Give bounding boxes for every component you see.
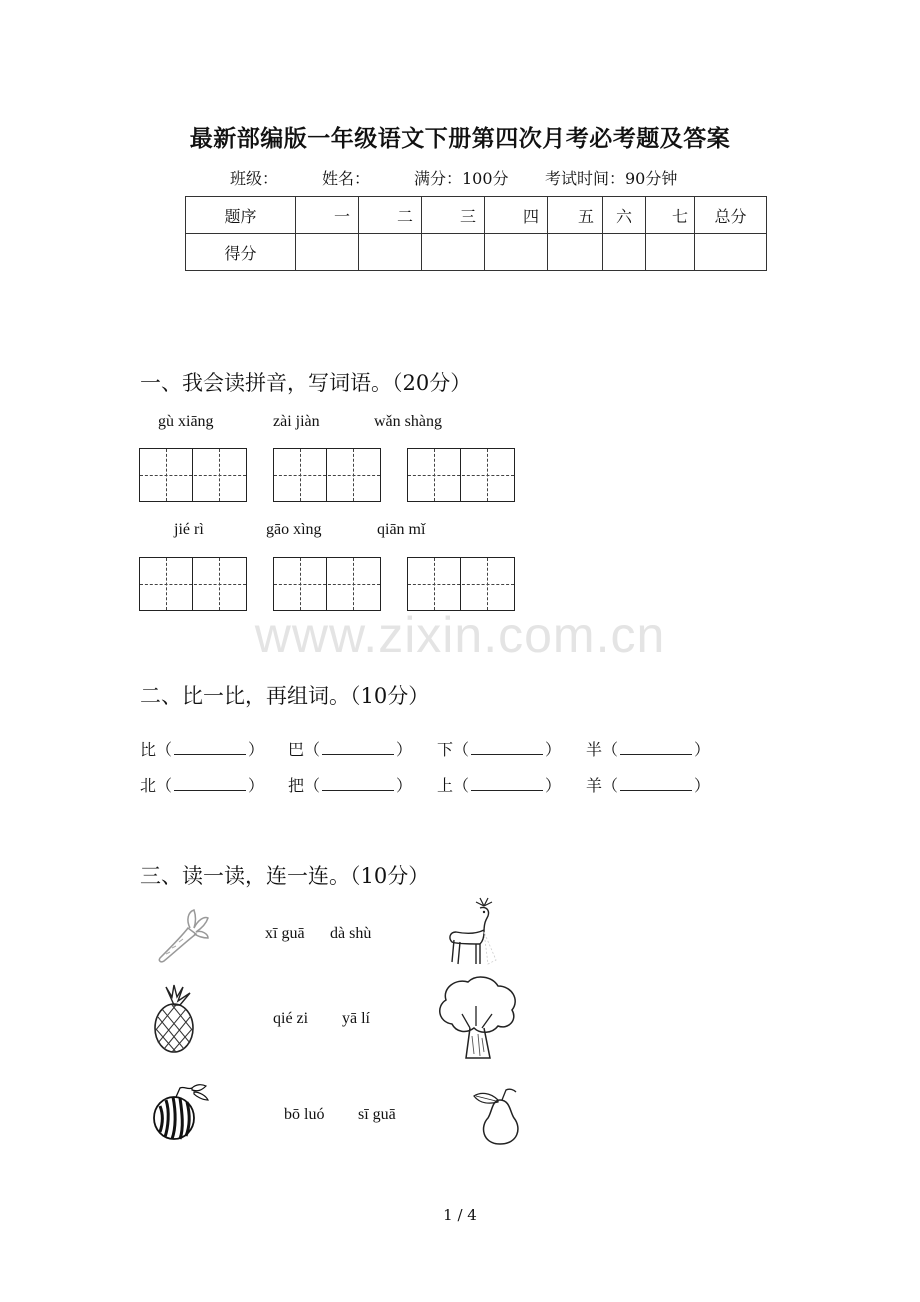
writing-grid[interactable] [273, 448, 381, 502]
answer-blank[interactable] [620, 740, 692, 755]
full-score: 满分：100分 [414, 169, 509, 188]
writing-grid[interactable] [139, 448, 247, 502]
pinyin-label: wǎn shàng [374, 413, 442, 430]
carrot-icon[interactable] [152, 906, 212, 968]
score-cell[interactable] [603, 234, 646, 271]
deer-icon[interactable] [440, 896, 502, 970]
tree-icon[interactable] [432, 974, 522, 1062]
score-cell[interactable] [695, 234, 767, 271]
writing-grid[interactable] [407, 557, 515, 611]
pineapple-icon[interactable] [148, 983, 200, 1055]
score-header-cell: 一 [296, 197, 359, 234]
compare-item: 下（ ） [437, 740, 562, 759]
score-cell[interactable] [646, 234, 695, 271]
writing-grid[interactable] [139, 557, 247, 611]
score-header-cell: 三 [422, 197, 485, 234]
writing-grid[interactable] [407, 448, 515, 502]
score-header-cell: 六 [603, 197, 646, 234]
score-header-cell: 七 [646, 197, 695, 234]
exam-time: 考试时间：90分钟 [545, 169, 678, 188]
compare-item: 比（ ） [140, 740, 265, 759]
pinyin-label: sī guā [358, 1106, 396, 1123]
score-cell[interactable] [422, 234, 485, 271]
answer-blank[interactable] [174, 776, 246, 791]
writing-grid[interactable] [273, 557, 381, 611]
score-table [185, 196, 767, 271]
score-cell[interactable] [296, 234, 359, 271]
answer-blank[interactable] [620, 776, 692, 791]
score-table-score-row [186, 234, 767, 271]
score-header-cell: 总分 [695, 197, 767, 234]
pinyin-label: xī guā [265, 925, 305, 942]
name-label: 姓名： [322, 169, 371, 188]
score-header-cell: 四 [485, 197, 548, 234]
score-header-cell: 题序 [186, 197, 296, 234]
compare-item: 羊（ ） [586, 776, 711, 795]
section-2-heading: 二、比一比，再组词。（10分） [140, 684, 430, 708]
score-cell[interactable] [485, 234, 548, 271]
page-title: 最新部编版一年级语文下册第四次月考必考题及答案 [189, 125, 731, 152]
score-cell[interactable] [359, 234, 422, 271]
section-3-heading: 三、读一读，连一连。（10分） [140, 864, 430, 888]
answer-blank[interactable] [174, 740, 246, 755]
score-table-header-row [186, 197, 767, 234]
compare-item: 把（ ） [288, 776, 413, 795]
pinyin-label: qiān mǐ [377, 521, 426, 538]
watermark: www.zixin.com.cn [254, 607, 666, 663]
score-header-cell: 五 [548, 197, 603, 234]
pinyin-label: gù xiāng [158, 413, 214, 430]
pinyin-label: zài jiàn [273, 413, 320, 430]
compare-item: 北（ ） [140, 776, 265, 795]
score-cell[interactable] [548, 234, 603, 271]
pinyin-label: yā lí [342, 1010, 370, 1027]
answer-blank[interactable] [471, 740, 543, 755]
pinyin-label: qié zi [273, 1010, 309, 1027]
page-number: 1 / 4 [443, 1206, 477, 1224]
pear-icon[interactable] [470, 1086, 528, 1148]
score-row-label: 得分 [186, 234, 296, 271]
pinyin-label: jié rì [174, 521, 204, 538]
compare-item: 巴（ ） [288, 740, 413, 759]
compare-item: 上（ ） [437, 776, 562, 795]
answer-blank[interactable] [471, 776, 543, 791]
compare-item: 半（ ） [586, 740, 711, 759]
class-label: 班级： [230, 169, 279, 188]
score-header-cell: 二 [359, 197, 422, 234]
pinyin-label: bō luó [284, 1106, 325, 1123]
pinyin-label: gāo xìng [266, 521, 322, 538]
section-1-heading: 一、我会读拼音，写词语。（20分） [140, 371, 472, 395]
answer-blank[interactable] [322, 776, 394, 791]
watermelon-icon[interactable] [150, 1082, 212, 1144]
pinyin-label: dà shù [330, 925, 372, 942]
answer-blank[interactable] [322, 740, 394, 755]
